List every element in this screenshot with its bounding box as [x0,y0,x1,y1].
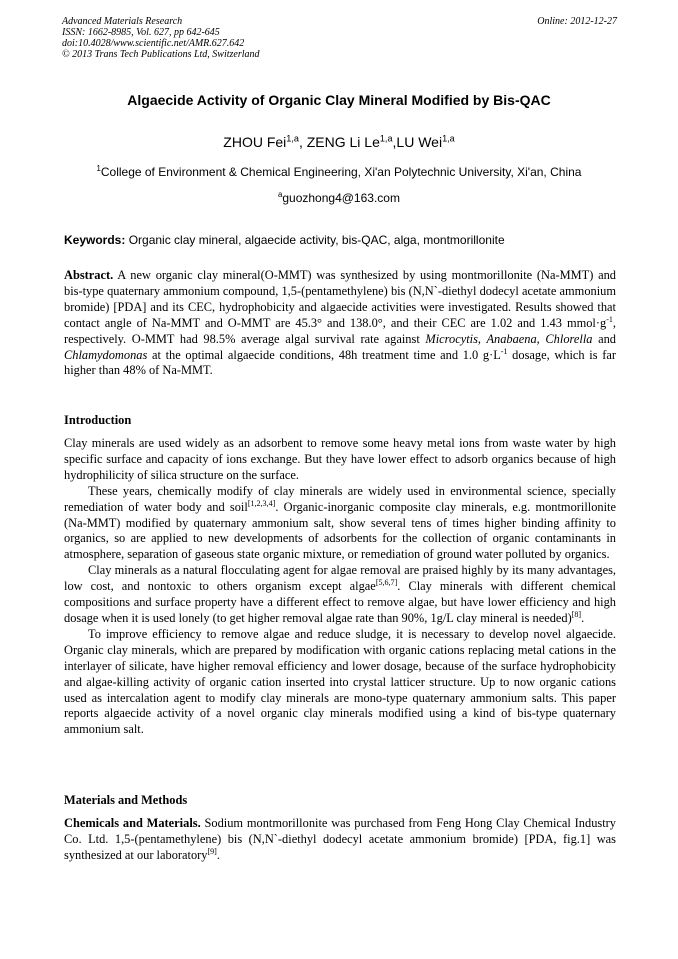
author-separator: , [298,134,307,150]
paragraph-text: Clay minerals as a natural flocculating agent for algae removal are praised highly by its many advantages, low cost, and nontoxic to others organism except algae [64,563,616,594]
species-names: Microcytis, Anabaena, Chlorella [425,331,593,346]
paragraph-text: . [216,847,220,862]
author-list [40,134,638,150]
doi-line: doi:10.4028/www.scientific.net/AMR.627.642 [62,38,245,49]
subsection-label: Chemicals and Materials. [64,816,201,830]
journal-header [62,16,617,60]
section-heading-introduction: Introduction [64,413,132,427]
paragraph-text: . Clay minerals with different chemical compositions and surface property have a different effect to remove algae, but have lower efficiency and high dosage when it is used lonely (to get higher removal algae rate than 90%, 1g/L clay mineral is needed) [64,579,617,625]
copyright-line: © 2013 Trans Tech Publications Ltd, Switzerland [62,49,260,60]
keywords-text: Organic clay mineral, algaecide activity, bis-QAC, alga, montmorillonite [125,233,505,247]
affiliation-mark: 1 [96,164,101,173]
paragraph [64,484,616,564]
abstract-text: at the optimal algaecide conditions, 48h treatment time and 1.0 g·L [147,347,501,362]
abstract-text: and [592,331,616,346]
keywords [64,233,616,247]
species-names: Chlamydomonas [64,347,148,362]
paragraph [64,563,616,627]
abstract-text: , respectively. O-MMT had 98.5% average algal survival rate against [64,315,616,346]
abstract-label: Abstract. [64,268,114,282]
author-name: LU Wei [396,134,443,150]
keywords-label: Keywords: [64,233,126,247]
superscript: -1 [606,314,613,324]
abstract-text: A new organic clay mineral(O-MMT) was synthesized by using montmorillonite (Na-MMT) and bis-type quaternary ammonium compound, 1,5-(pentamethylene) bis (N,N`-diethyl dodecyl acetate ammonium bromide) [PDA] and its CEC, hydrophobicity and algaecide activities were investigated. Results showed that contact angle of Na-MMT and O-MMT are 45.3° and 138.0°, and their CEC are 1.02 and 1.43 mmol·g [64,268,616,330]
author-name: ZHOU Fei [223,134,287,150]
author-affiliation-mark: 1,a [286,133,299,144]
paragraph-text: Sodium montmorillonite was purchased from Feng Hong Clay Chemical Industry Co. Ltd. 1,5-(pentamethylene) bis (N,N`-diethyl dodecyl acetate ammonium bromide) [PDA, fig.1] was synthesized at our laboratory [64,816,616,862]
email-mark: a [278,190,283,199]
abstract [64,268,616,379]
affiliation [40,165,638,179]
citation[interactable]: [1,2,3,4] [247,498,276,508]
author-email [40,191,638,205]
abstract-text: dosage, which is far higher than 48% of Na-MMT. [64,347,616,378]
section-heading-methods: Materials and Methods [64,793,188,807]
email-address[interactable]: guozhong4@163.com [282,191,400,205]
paper-title: Algaecide Activity of Organic Clay Mineral Modified by Bis-QAC [127,92,551,108]
paragraph: Clay minerals are used widely as an adsorbent to remove some heavy metal ions from waste water by high specific surface and capacity of ions exchange. But they have lower effect to adsorb organics because of high hydrophilicity of silica structure on the surface. [64,436,616,482]
author-affiliation-mark: 1,a [379,133,393,144]
methods-body [64,816,616,864]
paragraph: To improve efficiency to remove algae and reduce sludge, it is necessary to develop novel algaecide. Organic clay minerals, which are prepared by modification with organic cations replacing metal cations in the interlayer of silicate, have higher removal efficiency and lower dosage, because of the surface hydrophobicity and algae-killing activity of organic cation inserted into crystal latticer structure. Up to now organic cations used as intercalation agent to modify clay minerals are mono-type quaternary ammonium salts. This paper reports algaecide activity of a novel organic clay minerals modified using a kind of bis-type quaternary ammonium salt. [64,626,616,737]
citation[interactable]: [9] [207,846,217,856]
online-date: Online: 2012-12-27 [537,16,617,27]
paragraph-text: . [581,610,585,625]
paragraph-text: These years, chemically modify of clay minerals are widely used in environmental science, specially remediation of water body and soil [64,483,616,514]
affiliation-text: College of Environment & Chemical Engineering, Xi'an Polytechnic University, Xi'an, China [100,165,582,179]
author-separator: , [392,134,397,150]
citation[interactable]: [8] [571,609,582,619]
citation[interactable]: [5,6,7] [375,578,398,588]
issn-line: ISSN: 1662-8985, Vol. 627, pp 642-645 [62,27,220,38]
paragraph-text: . Organic-inorganic composite clay minerals, e.g. montmorillonite (Na-MMT) modified by quaternary ammonium salt, show several tens of times higher binding affinity to organics, so are applied to new developments of adsorbents for the collection of organic contaminants in atmosphere, separation of gaseous state organic mixture, or remediation of ground water polluted by organics. [64,499,616,562]
journal-name: Advanced Materials Research [62,16,183,27]
introduction-body [64,436,616,738]
author-name: ZENG Li Le [306,134,380,150]
author-affiliation-mark: 1,a [442,133,455,144]
superscript: -1 [500,346,508,356]
